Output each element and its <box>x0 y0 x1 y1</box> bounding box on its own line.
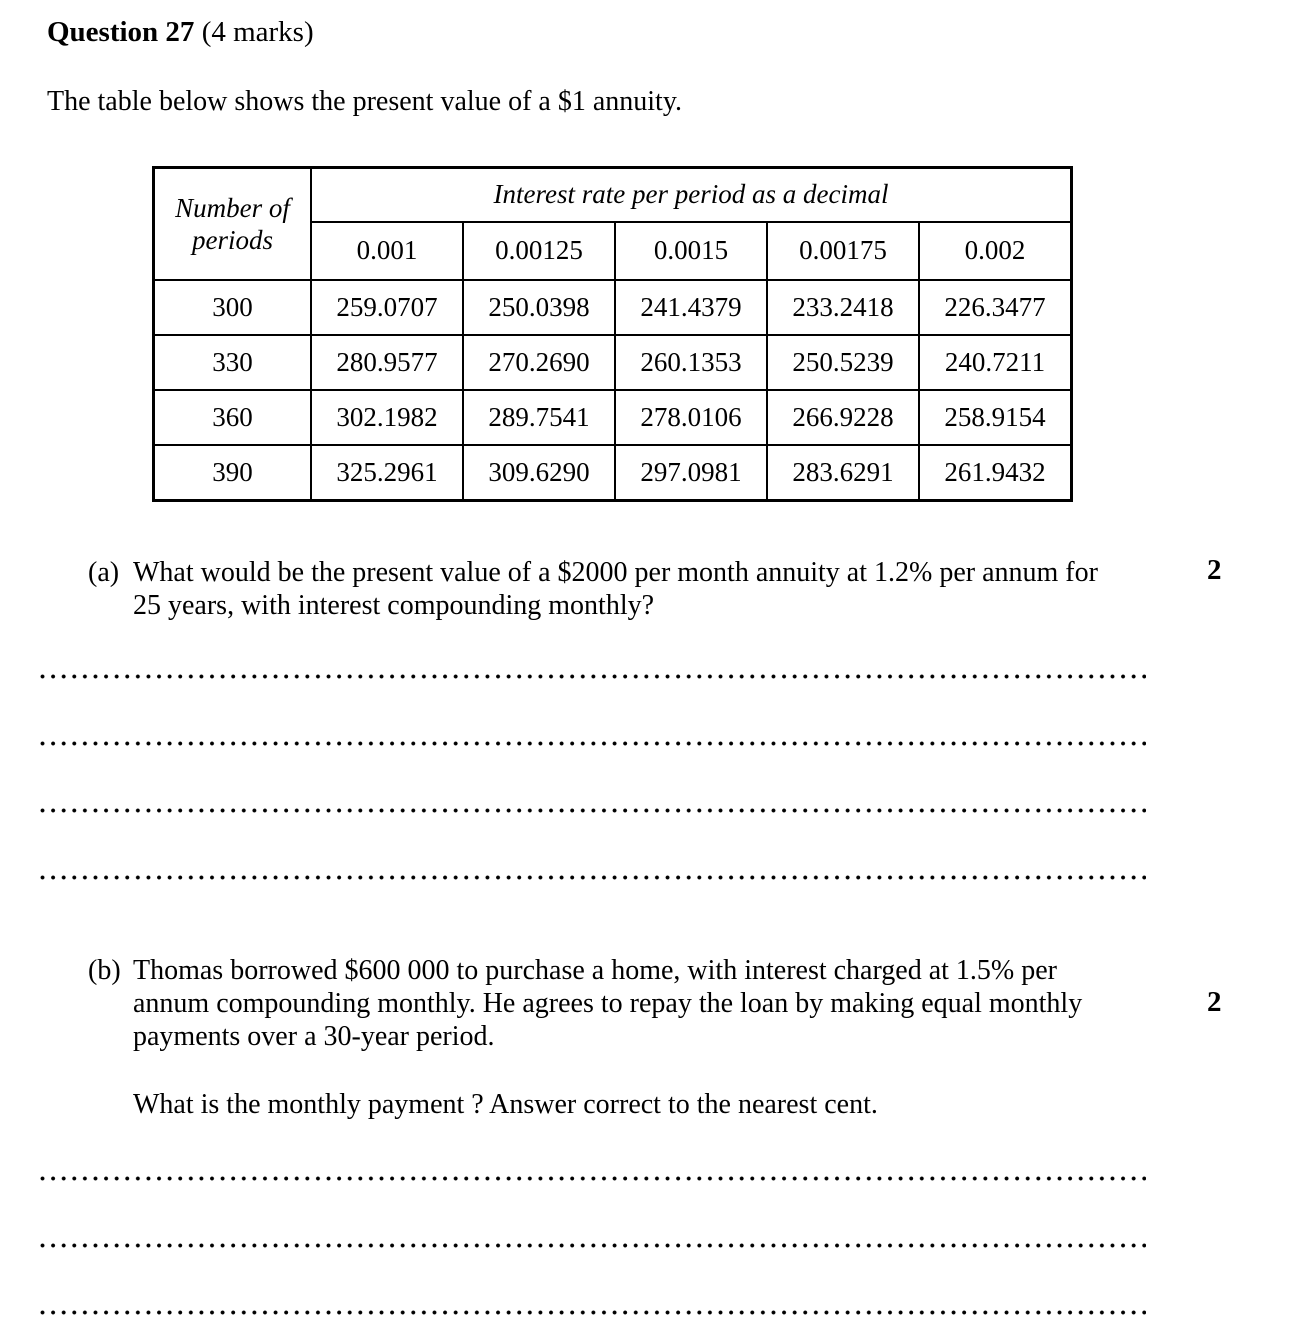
answer-line <box>40 875 1146 880</box>
answer-line <box>40 1176 1146 1181</box>
value-cell: 289.7541 <box>463 390 615 445</box>
part-b-answer-lines <box>40 1176 1146 1315</box>
part-a-text-line: What would be the present value of a $2000 per month annuity at 1.2% per annum for <box>133 557 1098 588</box>
table-row <box>154 445 1072 501</box>
value-cell: 309.6290 <box>463 445 615 501</box>
rate-header-cell: 0.001 <box>311 222 463 280</box>
value-cell: 240.7211 <box>919 335 1072 390</box>
rate-header-cell: 0.002 <box>919 222 1072 280</box>
part-b-text-line: payments over a 30-year period. <box>133 1021 495 1052</box>
value-cell: 260.1353 <box>615 335 767 390</box>
value-cell: 283.6291 <box>767 445 919 501</box>
value-cell: 250.5239 <box>767 335 919 390</box>
answer-line <box>40 674 1146 679</box>
value-cell: 325.2961 <box>311 445 463 501</box>
rate-header-cell: 0.0015 <box>615 222 767 280</box>
question-marks-note: (4 marks) <box>194 16 314 48</box>
periods-cell: 300 <box>154 280 312 335</box>
part-a-answer-lines <box>40 674 1146 880</box>
value-cell: 280.9577 <box>311 335 463 390</box>
value-cell: 261.9432 <box>919 445 1072 501</box>
value-cell: 278.0106 <box>615 390 767 445</box>
answer-line <box>40 1310 1146 1315</box>
table-row <box>154 390 1072 445</box>
annuity-table <box>152 166 1073 502</box>
intro-text: The table below shows the present value of a $1 annuity. <box>47 86 683 117</box>
answer-line <box>40 808 1146 813</box>
part-b-text-line: annum compounding monthly. He agrees to repay the loan by making equal monthly <box>133 988 1083 1019</box>
value-cell: 259.0707 <box>311 280 463 335</box>
table-row <box>154 280 1072 335</box>
value-cell: 250.0398 <box>463 280 615 335</box>
part-b-question <box>133 1088 878 1121</box>
value-cell: 266.9228 <box>767 390 919 445</box>
question-number: Question 27 <box>47 16 195 48</box>
part-b-text-line: Thomas borrowed $600 000 to purchase a home, with interest charged at 1.5% per <box>133 955 1057 986</box>
part-a-text-line: 25 years, with interest compounding monthly? <box>133 590 655 621</box>
part-b-label: (b) <box>88 955 121 986</box>
value-cell: 241.4379 <box>615 280 767 335</box>
rate-header-cell: 0.00175 <box>767 222 919 280</box>
rate-header-cell: 0.00125 <box>463 222 615 280</box>
value-cell: 297.0981 <box>615 445 767 501</box>
table-row <box>154 335 1072 390</box>
question-heading <box>47 15 314 49</box>
part-b-question-line: What is the monthly payment ? Answer correct to the nearest cent. <box>133 1089 878 1120</box>
value-cell: 270.2690 <box>463 335 615 390</box>
value-cell: 226.3477 <box>919 280 1072 335</box>
table-corner-header: Number of periods <box>154 168 312 281</box>
periods-cell: 390 <box>154 445 312 501</box>
part-a-label: (a) <box>88 557 120 588</box>
table-group-header: Interest rate per period as a decimal <box>311 168 1072 222</box>
periods-cell: 330 <box>154 335 312 390</box>
part-b-text <box>133 954 1082 1053</box>
periods-cell: 360 <box>154 390 312 445</box>
value-cell: 302.1982 <box>311 390 463 445</box>
value-cell: 258.9154 <box>919 390 1072 445</box>
part-b-marks: 2 <box>1207 986 1222 1018</box>
part-a-marks: 2 <box>1207 554 1222 586</box>
table-group-header-row <box>154 168 1072 222</box>
value-cell: 233.2418 <box>767 280 919 335</box>
part-a-text <box>133 556 1098 622</box>
answer-line <box>40 1243 1146 1248</box>
answer-line <box>40 741 1146 746</box>
